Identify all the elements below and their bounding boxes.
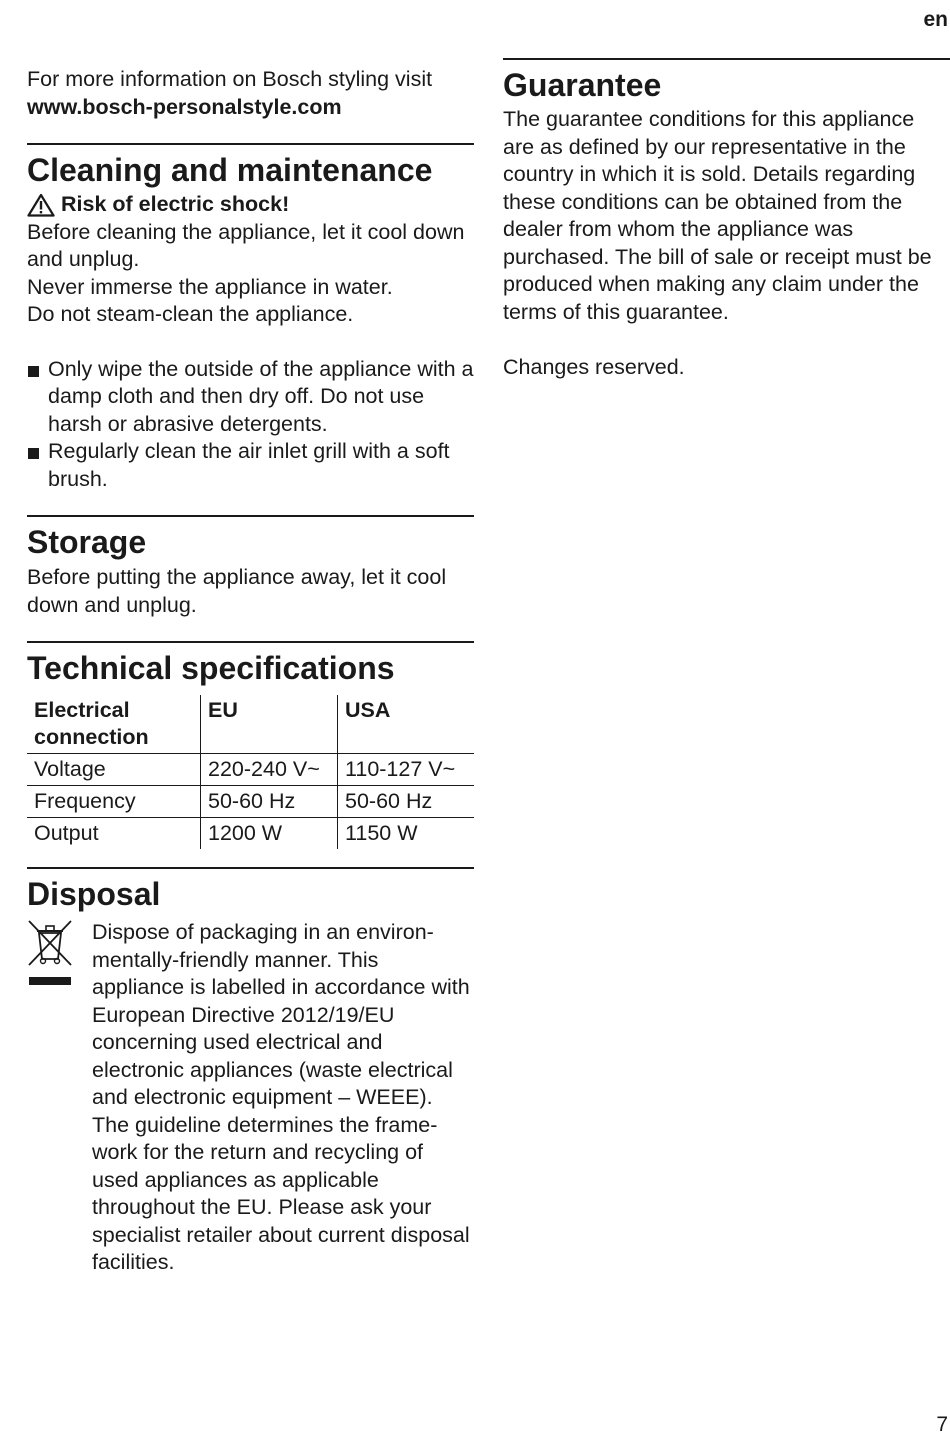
cleaning-line: Never immerse the appliance in water.	[27, 274, 393, 299]
table-row	[27, 754, 474, 786]
cleaning-line: Before cleaning the appliance, let it cool down and unplug.	[27, 219, 465, 271]
table-cell: Frequency	[27, 786, 201, 818]
list-item: Regularly clean the air inlet grill with a soft brush.	[27, 438, 474, 493]
left-column	[27, 66, 474, 1277]
language-label: en	[923, 8, 948, 31]
table-row	[27, 818, 474, 850]
warning-triangle-icon	[27, 193, 55, 217]
intro-text: For more information on Bosch styling visit	[27, 67, 433, 91]
list-item: Only wipe the outside of the appliance with a damp cloth and then dry off. Do not use harsh or abrasive detergents.	[27, 356, 474, 439]
bullet-square-icon	[28, 448, 39, 459]
warning-line	[27, 191, 474, 219]
table-row	[27, 786, 474, 818]
website-link[interactable]: www.bosch-personalstyle.com	[27, 94, 342, 119]
cleaning-section	[27, 145, 474, 493]
table-cell: 1150 W	[338, 818, 475, 850]
disposal-section	[27, 869, 474, 1277]
warning-text: Risk of electric shock!	[61, 192, 290, 216]
guarantee-text: The guarantee conditions for this appliance are as defined by our representative in the country in which it is sold. Details regarding these conditions can be obtained from the dealer from whom the appliance was purchased. The bill of sale or receipt must be produced when making any claim under the terms of this guarantee.	[503, 107, 932, 324]
disposal-text: Dispose of packaging in an environ-mentally-friendly manner. This appliance is labelled in accordance with European Directive 2012/19/EU concerning used electrical and electronic appliances (waste electrical and electronic equipment – WEEE). The guideline determines the frame-work for the return and recycling of used appliances as applicable throughout the EU. Please ask your specialist retailer about current disposal facilities.	[92, 920, 470, 1274]
cleaning-line: Do not steam-clean the appliance.	[27, 302, 354, 326]
guarantee-title: Guarantee	[503, 67, 662, 103]
page-number: 7	[936, 1413, 948, 1436]
table-cell: 1200 W	[201, 818, 338, 850]
storage-title: Storage	[27, 524, 147, 560]
table-cell: 50-60 Hz	[338, 786, 475, 818]
guarantee-section	[503, 60, 950, 381]
header-cell: EU	[201, 695, 338, 754]
table-cell: 110-127 V~	[338, 754, 475, 786]
specs-title: Technical specifications	[27, 650, 395, 686]
table-cell: 50-60 Hz	[201, 786, 338, 818]
cleaning-bullets	[27, 356, 474, 494]
disposal-icon-container	[27, 919, 92, 1277]
table-cell: Voltage	[27, 754, 201, 786]
cleaning-title: Cleaning and maintenance	[27, 152, 433, 188]
disposal-body	[27, 919, 474, 1277]
table-cell: Output	[34, 821, 99, 845]
changes-note: Changes reserved.	[503, 354, 685, 379]
storage-text: Before putting the appliance away, let it cool down and unplug.	[27, 565, 447, 617]
storage-section	[27, 517, 474, 619]
header-cell: Electrical connection	[27, 695, 201, 754]
bullet-square-icon	[28, 366, 39, 377]
specs-table	[27, 695, 474, 849]
table-row	[27, 695, 474, 754]
header-cell: USA	[338, 695, 475, 754]
disposal-title: Disposal	[27, 876, 161, 912]
table-cell: 220-240 V~	[201, 754, 338, 786]
specs-section	[27, 643, 474, 849]
weee-crossed-bin-icon	[27, 919, 73, 991]
right-column	[503, 58, 950, 381]
